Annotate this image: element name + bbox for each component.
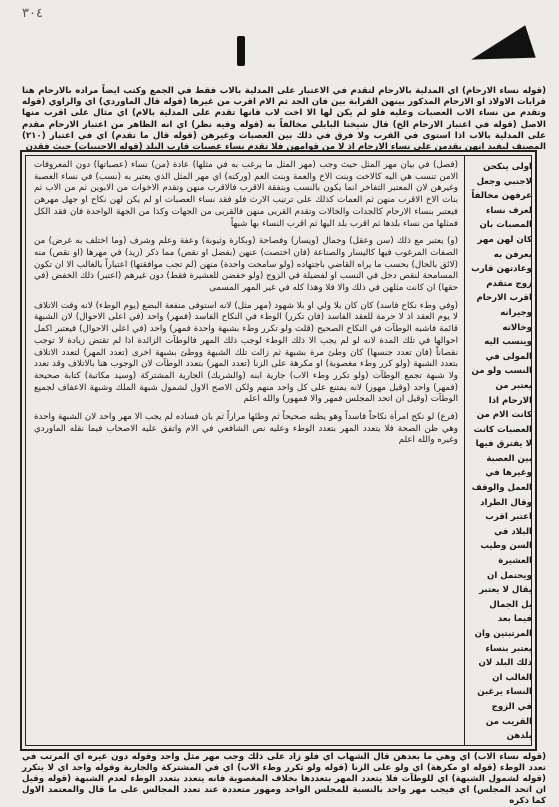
sidebar-commentary: اولى ينكحن لاجنبي وجعل عرفهن مخالفاً لعرف نساء المصبات بان كان لهن مهر يعرفن به وعادتهن قارب زوج متقدم اقرب الارحام وجيرانه وخالاته وينسب اليه المولى في النسب ولو من يعتبر من الارحام اذا كانت الام من العصبات كانت لا يفترق فيها بين العصبة وغيرها في العمل والوقف وقال الطراد اعتبر اقرب البلاد في السن وطيب العشيرة ويحتمل ان يقال لا يعتبر بل الجمال فيما بعد المرتبتين وان يعتبر بنساء ذلك البلد لان الغالب ان النساء يرغبن في الزوج القريب من بلدهن: [471, 162, 532, 742]
footer-commentary: (قوله نساء الاب) اي وهي ما بعدهن قال الشهاب اي فلو زاد على ذلك وجب مهر مثل واحد وقوله دون غيره اي المرتب في تعدد الوطء (قوله او مكرهة) اي ولو على الزنا (قوله ولو تكرر وطء الاب) اي في المشتركة والجارية وقوله واحد اي لا يتكرر (قوله لشمول الشبهة) اي للوطآت فلا يتعدد المهر بتعددها بخلاف المغصوبة فانه يتعدد بتعدد الوطء لعدم الشبهة (قوله وقيل ان اتحد المجلس) اي فيجب مهر واحد بالنسبة للمجلس الواحد ومهور متعددة عند تعدد المجالس على ما قال والمعتمد الاول كما ذكره: [22, 752, 546, 806]
main-paragraph: (و) يعتبر مع ذلك (سن وعقل) وجمال (ويسار) وفصاحة (وبكارة وثيوبة) وعفة وعلم وشرف (وما اختلف به غرض) من الصفات المرغوب فيها كاليسار والصناعة (فان اختصت) عنهن (بفضل او نقص) مما ذكر (زيد) في مهرها (او نقص) منه (لائق بالحال) بحسب ما يراه القاضي باجتهاده (ولو سامحت واحدة) منهن (لم تجب موافقتها) اعتباراً بالغالب الا ان تكون المسامحة لنقص دخل في النسب او لفضيلة في الزوج (ولو خفضن للعشيرة فقط) دون غيرهم (اعتبر) ذلك الخفض (في حقها) ان كانت مثلهن في ذلك والا فلا وهذا كله في غير المهر المسمى: [34, 236, 458, 294]
main-text-column: [34, 160, 458, 744]
column-divider: [464, 156, 465, 745]
main-frame: [20, 150, 537, 751]
main-paragraph: (فرع) لو نكح امرأة نكاحاً فاسداً وهو يظنه صحيحاً ثم وطئها مراراً ثم بان فساده لم يجب الا مهر واحد لان الشبهة واحدة وهي ظن الصحة فلا يتعدد المهر بتعدد الوطء وعليه نص الشافعي في الام واتفق عليه الاصحاب فيما نقله الماوردي وغيره والله اعلم: [34, 412, 458, 446]
ink-mark-bar: [237, 36, 245, 66]
main-paragraph: (وفي وطء نكاح فاسد) كان كان بلا ولي او بلا شهود (مهر مثل) لانه استوفى منفعة البضع (يوم الوطء) لانه وقت الاتلاف لا يوم العقد اذ لا حرمة للعقد الفاسد (فان تكرر) الوطء في النكاح الفاسد (فمهر) واحد (في اعلى الاحوال) لان الشبهة قائمة فاشبه الوطآت في النكاح الصحيح (قلت ولو تكرر وطء بشبهة واحدة فمهر) واحد (في اعلى الاحوال) فيعتبر اكمل احوالها في تلك المدة لانه لو لم يجب الا ذلك الوطء لوجب ذلك المهر فالوطآت الزائدة اذا لم تقتض زيادة لا توجب نقصاناً (فان تعدد جنسها) كان وطئ مرة بشبهة ثم زالت تلك الشبهة ووطئ بشبهة اخرى (تعدد المهر) لتعدد الاتلاف بتعدد الشبهة (ولو كرر وطء مغصوبة) او مكرهة على الزنا (تعدد المهر) بتعدد الوطآت لان الوجوب هنا بالاتلاف وقد تعدد ولا شبهة تجمع الوطآت (ولو تكرر وطء الاب) جارية ابنه (والشريك) الجارية المشتركة (وسيد مكاتبة) كتابة صحيحة (فمهر) واحد (وقيل مهور) لانه يمتنع على كل واحد منهم ولكن الاصح الاول لشمول شبهة الملك وشبهة الاعفاف لجميع الوطآت (وقيل ان اتحد المجلس فمهر والا فمهور) والله اعلم: [34, 300, 458, 405]
page-number: ٣٠٤: [22, 6, 43, 21]
ink-mark-triangle: [466, 25, 535, 76]
header-commentary: (قوله نساء الارحام) اي المدلية بالارحام لتقدم في الاعتبار على المدلية بالاب فقط في الجمع وكتب ايضاً مراده بالارحام هنا قرابات الاولاد او الارحام المذكور بينهن القرابة بين فان الجد ثم الام اقرب من غيرها (قوله قال الماوردي) اي والراوي (قوله وتقدم من نساء الاب العصبات وعليه فلو لم يكن لها الا اخت لاب فانها تقدم على المدلية بالام) اي مثال على اقرب منها الاصل (قوله في اعتبار الارحام الخ) قال شيخنا البابلي مخالفاً به (قوله وفيه نظر) اي انه الظاهر من اعتبار الارحام مقدم على المدلية بالاب اذا استوى في القرب ولا فرق في ذلك بين العصبات وغيرهن (قوله قال ما تقدم) اي في اعتبار (٢١٠) المصنف ليفيد انهن يقدمن على نساء الارحام اذ لا من قوامهن فلا تقدم نساء عصبات قارب البلد (قوله الاجنبيات) حيث فقدن: [22, 86, 546, 153]
frame-inner-border: [25, 155, 532, 746]
main-paragraph: (فصل) في بيان مهر المثل حيث وجب (مهر المثل ما يرغب به في مثلها) عادة (من) نساء (عصباتها) دون المعروفات الامن تنسب هي اليه كالاخت وبنت الاخ والعمة وبنت العم (وركنه) اي مهر المثل الذي يعتبر به (نسب) في نساء العصبة وغيرهن لان المعتبر التفاخر انما يكون بالنسب وبنفقة الاقرب فالاقرب منهن وتقدم الاخوات من الابوين ثم من الاب ثم بنات الاخ الاقرب منهن ثم العمات كذلك على ترتيب الارث فلو فقد نساء العصبات او لم يكن لهن نكاح او جهل مهرهن فيعتبر بنساء الارحام كالجدات والخالات وتقدم القربى منهن فالقربى من الجهات وكذا من الجهة الواحدة فان فقد الكل فمثلها من نساء بلدها ثم اقرب بلد اليها ثم اقرب النساء بها شبهاً: [34, 160, 458, 229]
